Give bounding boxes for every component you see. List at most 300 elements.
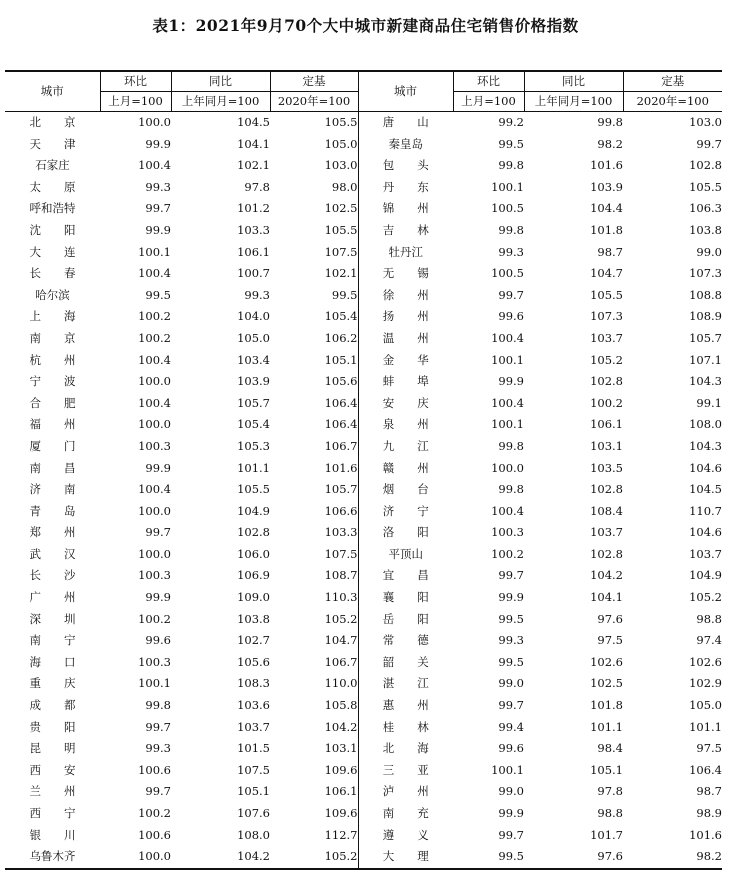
city-cell-right: 常 德	[358, 630, 453, 652]
city-cell-left: 兰 州	[29, 784, 76, 799]
mom-cell-right: 99.0	[498, 784, 524, 799]
yoy-cell-right: 101.6	[590, 158, 623, 173]
table-row	[5, 393, 722, 415]
fixed-cell-right: 102.6	[689, 654, 722, 669]
city-cell-right: 秦皇岛	[358, 134, 453, 156]
yoy-cell-right: 104.7	[590, 266, 623, 281]
table-row	[5, 242, 722, 264]
yoy-cell-right: 103.7	[590, 525, 623, 540]
table-row	[5, 306, 722, 328]
fixed-cell-left: 99.5	[331, 287, 358, 302]
yoy-cell-right: 100.2	[590, 395, 623, 410]
city-cell-left: 青 岛	[29, 503, 76, 518]
city-cell-left: 北 京	[29, 115, 76, 129]
header-yoy-base-left: 上年同月=100	[171, 92, 270, 112]
fixed-cell-right: 98.9	[696, 806, 722, 820]
fixed-cell-left: 107.5	[324, 244, 358, 259]
mom-cell-right: 99.8	[498, 158, 524, 173]
city-cell-left: 沈 阳	[29, 222, 76, 237]
mom-cell-right: 100.3	[491, 525, 524, 540]
city-cell-right: 北 海	[358, 738, 453, 760]
table-row	[5, 630, 722, 652]
mom-cell-right: 100.2	[491, 546, 524, 561]
fixed-cell-left: 98.0	[331, 179, 358, 194]
table-title: 表1：2021年9月70个大中城市新建商品住宅销售价格指数	[152, 16, 579, 35]
fixed-cell-left: 104.2	[324, 719, 358, 734]
city-cell-right: 大 理	[358, 846, 453, 869]
table-row	[5, 350, 722, 372]
yoy-cell-left: 106.0	[237, 546, 270, 561]
table-row	[5, 695, 722, 717]
mom-cell-right: 99.4	[498, 719, 524, 734]
city-cell-left: 太 原	[29, 179, 76, 194]
yoy-cell-left: 106.1	[237, 244, 270, 259]
yoy-cell-left: 105.4	[237, 417, 270, 432]
city-cell-left: 福 州	[29, 417, 76, 432]
mom-cell-right: 99.6	[498, 741, 524, 756]
table-row	[5, 285, 722, 307]
city-cell-left: 银 川	[29, 827, 76, 842]
yoy-cell-right: 105.1	[590, 762, 623, 777]
city-cell-left: 乌鲁木齐	[5, 846, 100, 869]
mom-cell-left: 99.9	[145, 136, 171, 151]
city-cell-left: 海 口	[29, 654, 76, 669]
fixed-cell-right: 104.6	[689, 460, 722, 475]
table-row	[5, 717, 722, 739]
city-cell-left: 天 津	[29, 136, 76, 151]
header-yoy-base-right: 上年同月=100	[524, 92, 623, 112]
city-cell-right: 遵 义	[358, 825, 453, 847]
price-index-table	[5, 70, 722, 870]
table-row	[5, 609, 722, 631]
mom-cell-left: 99.8	[145, 698, 171, 713]
yoy-cell-right: 102.6	[590, 654, 623, 669]
city-cell-right: 包 头	[358, 155, 453, 177]
header-row-1	[5, 71, 722, 92]
table-row	[5, 652, 722, 674]
fixed-cell-left: 101.6	[324, 460, 358, 475]
mom-cell-right: 100.4	[491, 330, 524, 345]
yoy-cell-right: 98.4	[597, 741, 623, 756]
city-cell-right: 扬 州	[358, 306, 453, 328]
mom-cell-right: 99.8	[498, 438, 524, 453]
city-cell-right: 锦 州	[358, 198, 453, 220]
yoy-cell-left: 103.7	[237, 719, 270, 734]
fixed-cell-left: 106.2	[324, 330, 358, 345]
mom-cell-right: 99.6	[498, 309, 524, 324]
city-cell-right: 岳 阳	[358, 609, 453, 631]
fixed-cell-right: 104.5	[689, 482, 722, 497]
city-cell-right: 丹 东	[358, 177, 453, 199]
city-cell-right: 韶 关	[358, 652, 453, 674]
yoy-cell-right: 98.7	[597, 244, 623, 259]
fixed-cell-right: 102.8	[689, 158, 722, 173]
fixed-cell-right: 105.5	[689, 179, 722, 194]
fixed-cell-left: 104.7	[324, 633, 358, 648]
yoy-cell-left: 104.9	[237, 503, 270, 518]
mom-cell-right: 99.5	[498, 611, 524, 626]
fixed-cell-left: 105.0	[324, 136, 358, 151]
table-row	[5, 673, 722, 695]
mom-cell-right: 99.7	[498, 287, 524, 302]
yoy-cell-right: 102.8	[590, 546, 623, 561]
fixed-cell-right: 97.4	[696, 633, 722, 648]
fixed-cell-left: 106.4	[324, 417, 358, 432]
city-cell-right: 惠 州	[358, 695, 453, 717]
city-cell-right: 无 锡	[358, 263, 453, 285]
fixed-cell-right: 98.8	[696, 611, 722, 626]
fixed-cell-left: 102.1	[324, 266, 358, 281]
yoy-cell-right: 101.8	[590, 222, 623, 237]
city-cell-left: 南 昌	[29, 460, 76, 475]
fixed-cell-right: 98.2	[623, 846, 722, 869]
yoy-cell-right: 105.2	[590, 352, 623, 367]
yoy-cell-left: 104.0	[237, 309, 270, 324]
city-cell-right: 宜 昌	[358, 565, 453, 587]
yoy-cell-left: 104.1	[237, 136, 270, 151]
yoy-cell-right: 103.1	[590, 438, 623, 453]
mom-cell-right: 100.1	[491, 417, 524, 432]
header-fixed-base-left: 2020年=100	[270, 92, 358, 112]
city-cell-right: 金 华	[358, 350, 453, 372]
yoy-cell-left: 107.5	[237, 762, 270, 777]
fixed-cell-right: 104.3	[689, 374, 722, 389]
yoy-cell-left: 101.2	[237, 201, 270, 216]
mom-cell-left: 99.3	[145, 741, 171, 756]
city-cell-right: 桂 林	[358, 717, 453, 739]
fixed-cell-left: 108.7	[324, 568, 358, 583]
yoy-cell-left: 108.3	[237, 676, 270, 691]
table-body	[5, 112, 722, 869]
table-row	[5, 198, 722, 220]
yoy-cell-left: 105.0	[237, 330, 270, 345]
table-row	[5, 414, 722, 436]
city-cell-left: 合 肥	[29, 395, 76, 410]
fixed-cell-right: 99.7	[696, 136, 722, 151]
mom-cell-left: 100.0	[138, 546, 171, 561]
fixed-cell-left: 105.1	[324, 352, 358, 367]
city-cell-left: 深 圳	[29, 611, 76, 626]
mom-cell-left: 99.7	[145, 525, 171, 540]
table-row	[5, 263, 722, 285]
yoy-cell-left: 105.6	[237, 654, 270, 669]
city-cell-right: 襄 阳	[358, 587, 453, 609]
mom-cell-left: 99.9	[145, 460, 171, 475]
city-cell-left: 西 宁	[29, 806, 76, 820]
city-cell-right: 吉 林	[358, 220, 453, 242]
city-cell-right: 洛 阳	[358, 522, 453, 544]
fixed-cell-left: 103.3	[324, 525, 358, 540]
mom-cell-right: 99.8	[498, 482, 524, 497]
city-cell-left: 石家庄	[35, 158, 70, 173]
yoy-cell-left: 101.5	[237, 741, 270, 756]
header-fixed-left: 定基	[270, 71, 358, 92]
fixed-cell-right: 101.6	[689, 827, 722, 842]
fixed-cell-left: 106.7	[324, 654, 358, 669]
fixed-cell-right: 106.4	[689, 762, 722, 777]
table-row	[5, 479, 722, 501]
yoy-cell-left: 100.7	[237, 266, 270, 281]
mom-cell-left: 100.3	[138, 438, 171, 453]
city-cell-left: 上 海	[29, 309, 76, 324]
fixed-cell-left: 112.7	[324, 827, 358, 842]
city-cell-right: 九 江	[358, 436, 453, 458]
mom-cell-left: 100.3	[138, 568, 171, 583]
city-cell-left: 哈尔滨	[35, 287, 70, 302]
table-row	[5, 501, 722, 523]
mom-cell-left: 100.4	[138, 395, 171, 410]
yoy-cell-right: 103.7	[590, 330, 623, 345]
table-row	[5, 177, 722, 199]
fixed-cell-right: 105.0	[689, 698, 722, 713]
mom-cell-left: 100.2	[138, 330, 171, 345]
fixed-cell-right: 106.3	[689, 201, 722, 216]
mom-cell-right: 99.5	[498, 654, 524, 669]
yoy-cell-left: 103.3	[237, 222, 270, 237]
mom-cell-left: 99.7	[145, 719, 171, 734]
yoy-cell-left: 109.0	[237, 590, 270, 605]
yoy-cell-right: 101.1	[590, 719, 623, 734]
fixed-cell-left: 105.8	[324, 698, 358, 713]
city-cell-right: 蚌 埠	[358, 371, 453, 393]
fixed-cell-left: 110.0	[324, 676, 358, 691]
city-cell-right: 牡丹江	[358, 242, 453, 264]
mom-cell-left: 99.3	[145, 179, 171, 194]
city-cell-left: 昆 明	[29, 741, 76, 756]
yoy-cell-right: 106.1	[590, 417, 623, 432]
fixed-cell-right: 99.1	[696, 395, 722, 410]
table-row	[5, 522, 722, 544]
fixed-cell-left: 105.7	[324, 482, 358, 497]
city-cell-left: 南 宁	[29, 633, 76, 648]
city-cell-left: 杭 州	[29, 352, 76, 367]
header-fixed-right: 定基	[623, 71, 722, 92]
mom-cell-left: 100.3	[138, 654, 171, 669]
city-cell-left: 长 沙	[29, 568, 76, 583]
mom-cell-right: 99.3	[498, 633, 524, 648]
city-cell-right: 徐 州	[358, 285, 453, 307]
mom-cell-right: 99.5	[453, 846, 524, 869]
city-cell-right: 泉 州	[358, 414, 453, 436]
mom-cell-left: 99.7	[145, 201, 171, 216]
yoy-cell-left: 102.7	[237, 633, 270, 648]
table-row	[5, 544, 722, 566]
yoy-cell-right: 101.8	[590, 698, 623, 713]
fixed-cell-right: 98.7	[696, 784, 722, 799]
table-row	[5, 781, 722, 803]
fixed-cell-left: 102.5	[324, 201, 358, 216]
city-cell-left: 呼和浩特	[29, 201, 76, 216]
mom-cell-left: 100.0	[138, 503, 171, 518]
mom-cell-left: 99.6	[145, 633, 171, 648]
mom-cell-left: 99.5	[145, 287, 171, 302]
fixed-cell-left: 106.4	[324, 395, 358, 410]
city-cell-left: 长 春	[29, 266, 76, 281]
fixed-cell-right: 97.5	[696, 741, 722, 756]
yoy-cell-left: 104.2	[171, 846, 270, 869]
fixed-cell-right: 105.2	[689, 590, 722, 605]
table-row	[5, 846, 722, 869]
yoy-cell-right: 98.2	[597, 136, 623, 151]
header-mom-base-right: 上月=100	[453, 92, 524, 112]
fixed-cell-left: 103.1	[324, 741, 358, 756]
header-mom-left: 环比	[100, 71, 171, 92]
fixed-cell-right: 101.1	[689, 719, 722, 734]
fixed-cell-right: 104.6	[689, 525, 722, 540]
table-row	[5, 565, 722, 587]
mom-cell-right: 100.5	[491, 266, 524, 281]
yoy-cell-left: 104.5	[237, 115, 270, 129]
mom-cell-left: 100.0	[138, 115, 171, 129]
mom-cell-right: 99.8	[498, 222, 524, 237]
yoy-cell-right: 102.8	[590, 374, 623, 389]
mom-cell-right: 99.5	[498, 136, 524, 151]
yoy-cell-right: 98.8	[597, 806, 623, 820]
city-cell-left: 广 州	[29, 590, 76, 605]
mom-cell-left: 100.4	[138, 266, 171, 281]
yoy-cell-left: 105.7	[237, 395, 270, 410]
mom-cell-right: 100.4	[491, 395, 524, 410]
mom-cell-right: 99.9	[498, 806, 524, 820]
fixed-cell-right: 108.9	[689, 309, 722, 324]
yoy-cell-left: 105.3	[237, 438, 270, 453]
header-city-left: 城市	[5, 71, 100, 112]
city-cell-left: 郑 州	[29, 525, 76, 540]
yoy-cell-right: 104.4	[590, 201, 623, 216]
mom-cell-left: 99.7	[145, 784, 171, 799]
fixed-cell-right: 102.9	[689, 676, 722, 691]
city-cell-right: 泸 州	[358, 781, 453, 803]
yoy-cell-left: 103.6	[237, 698, 270, 713]
city-cell-left: 西 安	[29, 762, 76, 777]
fixed-cell-left: 109.6	[324, 762, 358, 777]
yoy-cell-left: 102.1	[237, 158, 270, 173]
fixed-cell-left: 103.0	[324, 158, 358, 173]
table-row	[5, 134, 722, 156]
fixed-cell-left: 107.5	[324, 546, 358, 561]
yoy-cell-right: 104.2	[590, 568, 623, 583]
city-cell-left: 武 汉	[29, 546, 76, 561]
city-cell-right: 安 庆	[358, 393, 453, 415]
yoy-cell-right: 103.9	[590, 179, 623, 194]
yoy-cell-right: 107.3	[590, 309, 623, 324]
fixed-cell-left: 106.7	[324, 438, 358, 453]
yoy-cell-left: 103.9	[237, 374, 270, 389]
yoy-cell-right: 102.8	[590, 482, 623, 497]
header-mom-right: 环比	[453, 71, 524, 92]
city-cell-right: 三 亚	[358, 760, 453, 782]
mom-cell-left: 100.6	[138, 762, 171, 777]
mom-cell-right: 99.9	[498, 590, 524, 605]
city-cell-right: 烟 台	[358, 479, 453, 501]
table-row	[5, 587, 722, 609]
city-cell-right: 温 州	[358, 328, 453, 350]
mom-cell-right: 100.1	[491, 762, 524, 777]
yoy-cell-left: 107.6	[237, 806, 270, 820]
mom-cell-left: 100.2	[138, 309, 171, 324]
mom-cell-right: 99.7	[498, 698, 524, 713]
mom-cell-left: 100.1	[138, 676, 171, 691]
city-cell-left: 厦 门	[29, 438, 76, 453]
fixed-cell-left: 106.6	[324, 503, 358, 518]
mom-cell-left: 100.0	[138, 417, 171, 432]
table-row	[5, 436, 722, 458]
city-cell-left: 大 连	[29, 244, 76, 259]
mom-cell-right: 99.2	[498, 115, 524, 129]
mom-cell-left: 100.4	[138, 482, 171, 497]
city-cell-left: 成 都	[29, 698, 76, 713]
table-row	[5, 371, 722, 393]
city-cell-right: 南 充	[358, 803, 453, 825]
fixed-cell-right: 107.1	[689, 352, 722, 367]
fixed-cell-left: 105.5	[324, 115, 358, 129]
table-row	[5, 825, 722, 847]
fixed-cell-right: 103.0	[689, 115, 722, 129]
fixed-cell-left: 105.4	[324, 309, 358, 324]
table-row	[5, 738, 722, 760]
header-yoy-left: 同比	[171, 71, 270, 92]
yoy-cell-right: 97.6	[524, 846, 623, 869]
mom-cell-left: 99.9	[145, 590, 171, 605]
yoy-cell-left: 103.4	[237, 352, 270, 367]
mom-cell-left: 100.6	[138, 827, 171, 842]
yoy-cell-left: 99.3	[244, 287, 270, 302]
fixed-cell-right: 108.8	[689, 287, 722, 302]
fixed-cell-left: 105.6	[324, 374, 358, 389]
city-cell-right: 唐 山	[358, 112, 453, 134]
city-cell-left: 宁 波	[29, 374, 76, 389]
yoy-cell-right: 101.7	[590, 827, 623, 842]
yoy-cell-left: 105.5	[237, 482, 270, 497]
mom-cell-left: 100.2	[138, 806, 171, 820]
mom-cell-left: 99.9	[145, 222, 171, 237]
header-yoy-right: 同比	[524, 71, 623, 92]
mom-cell-left: 100.4	[138, 158, 171, 173]
yoy-cell-right: 99.8	[597, 115, 623, 129]
fixed-cell-left: 106.1	[324, 784, 358, 799]
fixed-cell-right: 108.0	[689, 417, 722, 432]
mom-cell-left: 100.1	[138, 244, 171, 259]
fixed-cell-right: 110.7	[689, 503, 722, 518]
city-cell-left: 南 京	[29, 330, 76, 345]
yoy-cell-right: 97.5	[597, 633, 623, 648]
fixed-cell-right: 104.9	[689, 568, 722, 583]
mom-cell-right: 99.7	[498, 827, 524, 842]
table-row	[5, 155, 722, 177]
fixed-cell-right: 105.7	[689, 330, 722, 345]
city-cell-right: 湛 江	[358, 673, 453, 695]
yoy-cell-left: 106.9	[237, 568, 270, 583]
fixed-cell-left: 105.2	[270, 846, 358, 869]
table-row	[5, 112, 722, 134]
fixed-cell-right: 103.8	[689, 222, 722, 237]
mom-cell-right: 100.1	[491, 179, 524, 194]
fixed-cell-right: 107.3	[689, 266, 722, 281]
yoy-cell-right: 108.4	[590, 503, 623, 518]
yoy-cell-left: 101.1	[237, 460, 270, 475]
table-row	[5, 803, 722, 825]
mom-cell-right: 99.0	[498, 676, 524, 691]
mom-cell-left: 100.0	[138, 374, 171, 389]
yoy-cell-left: 108.0	[237, 827, 270, 842]
mom-cell-right: 100.1	[491, 352, 524, 367]
fixed-cell-left: 105.5	[324, 222, 358, 237]
header-mom-base-left: 上月=100	[100, 92, 171, 112]
yoy-cell-left: 105.1	[237, 784, 270, 799]
fixed-cell-right: 103.7	[689, 546, 722, 561]
mom-cell-left: 100.4	[138, 352, 171, 367]
yoy-cell-right: 104.1	[590, 590, 623, 605]
